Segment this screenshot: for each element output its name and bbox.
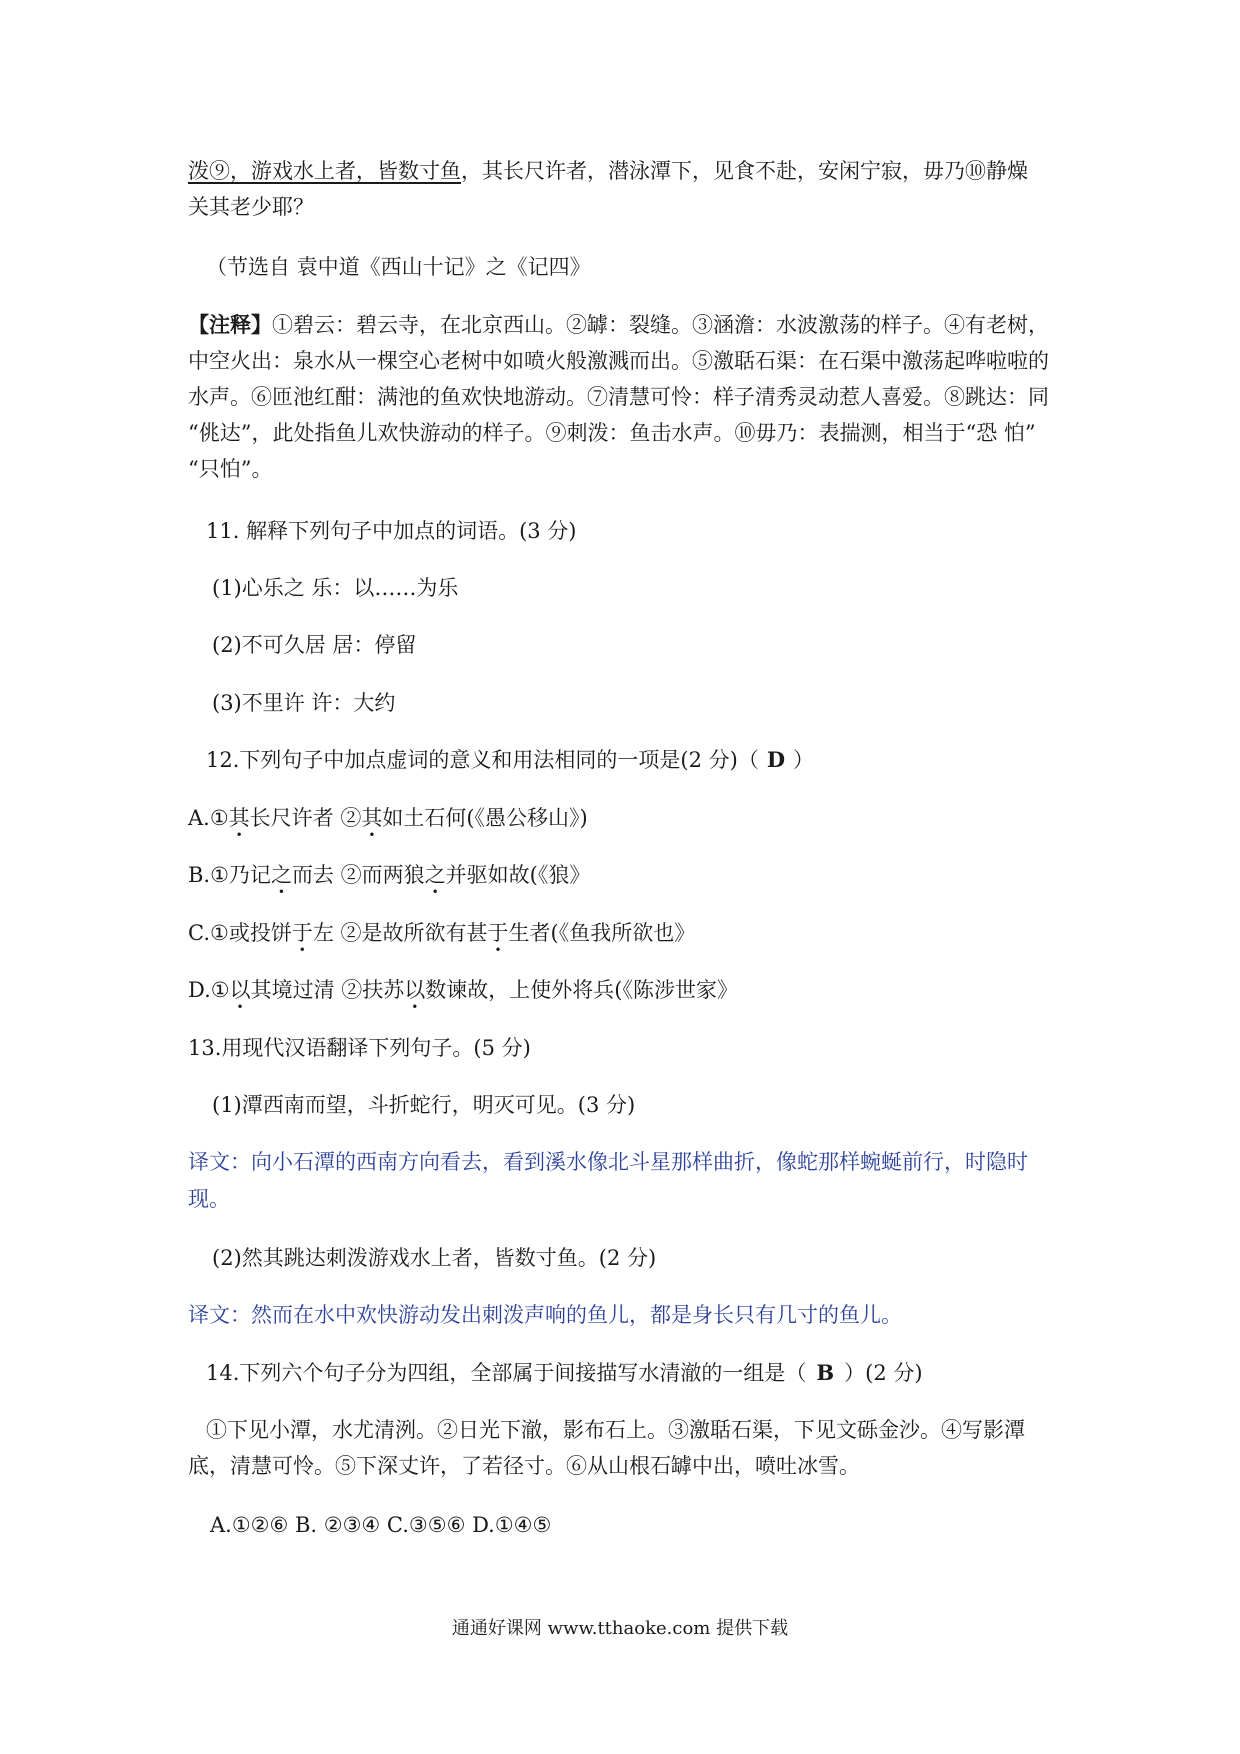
q12-c-part: C.①或投饼 xyxy=(188,921,292,945)
passage-line-1-rest: ，其长尺许者，潜泳潭下，见食不赴，安闲宁寂，毋乃⑩静燥 xyxy=(461,159,1028,183)
q12-b-dot-2: 之 xyxy=(424,863,446,887)
notes-line-5: “只怕”。 xyxy=(188,457,273,481)
q14-line-1: ①下见小潭，水尤清洌。②日光下澈，影布石上。③激聒石渠，下见文砾金沙。④写影潭 xyxy=(206,1418,1025,1442)
passage-source: （节选自 袁中道《西山十记》之《记四》 xyxy=(206,255,591,279)
notes-line-1 xyxy=(188,312,1068,338)
notes-line-3: 水声。⑥匝池红酣：满池的鱼欢快地游动。⑦清慧可怜：样子清秀灵动惹人喜爱。⑧跳达：同 xyxy=(188,385,1049,409)
q13-translation-2: 译文：然而在水中欢快游动发出刺泼声响的鱼儿，都是身长只有几寸的鱼儿。 xyxy=(188,1303,902,1327)
q12-d-part: D.① xyxy=(188,978,230,1002)
q12-d-part: 其境过清 ②扶苏 xyxy=(250,978,405,1002)
notes-line-2: 中空火出：泉水从一棵空心老树中如喷火般激溅而出。⑤激聒石渠：在石渠中激荡起哗啦啦的 xyxy=(188,349,1049,373)
q12-option-b xyxy=(188,862,1068,888)
passage-line-1 xyxy=(188,158,1068,184)
q12-c-dot-1: 于 xyxy=(291,921,313,945)
q11-item-1: (1)心乐之 乐：以……为乐 xyxy=(212,576,459,600)
q14-title-text: 14.下列六个句子分为四组，全部属于间接描写水清澈的一组是（ xyxy=(206,1361,807,1385)
q14-options: A.①②⑥ B. ②③④ C.③⑤⑥ D.①④⑤ xyxy=(210,1513,552,1537)
q14-title xyxy=(206,1360,1086,1386)
q12-a-part: A.① xyxy=(188,806,229,830)
notes-line-4: “佻达”，此处指鱼儿欢快游动的样子。⑨刺泼：鱼击水声。⑩毋乃：表揣测，相当于“恐 怕” xyxy=(188,421,1036,445)
q13-title: 13.用现代汉语翻译下列句子。(5 分) xyxy=(188,1036,531,1060)
q13-sentence-1: (1)潭西南而望，斗折蛇行，明灭可见。(3 分) xyxy=(212,1093,636,1117)
q13-translation-1a: 译文：向小石潭的西南方向看去，看到溪水像北斗星那样曲折，像蛇那样蜿蜒前行，时隐时 xyxy=(188,1150,1028,1174)
q13-translation-1b: 现。 xyxy=(188,1187,230,1211)
passage-underlined: 泼⑨，游戏水上者，皆数寸鱼 xyxy=(188,159,461,183)
q12-d-dot-1: 以 xyxy=(229,978,251,1002)
q12-b-part: 并驱如故(《狼》 xyxy=(445,863,591,887)
notes-label: 【注释】 xyxy=(188,312,272,337)
q12-c-part: 生者(《鱼我所欲也》 xyxy=(508,921,696,945)
q12-b-dot-1: 之 xyxy=(270,863,292,887)
q11-item-2: (2)不可久居 居：停留 xyxy=(212,633,417,657)
q12-c-dot-2: 于 xyxy=(487,921,509,945)
notes-text-1: ①碧云：碧云寺，在北京西山。②罅：裂缝。③涵澹：水波激荡的样子。④有老树， xyxy=(272,313,1049,337)
q12-option-d xyxy=(188,977,1068,1003)
q11-title: 11. 解释下列句子中加点的词语。(3 分) xyxy=(206,519,577,543)
q12-c-part: 左 ②是故所欲有甚 xyxy=(312,921,488,945)
q12-d-dot-2: 以 xyxy=(404,978,426,1002)
q12-b-part: B.①乃记 xyxy=(188,863,271,887)
q12-d-part: 数谏故，上使外将兵(《陈涉世家》 xyxy=(425,978,738,1002)
q14-line-2: 底，清慧可怜。⑤下深丈许，了若径寸。⑥从山根石罅中出，喷吐冰雪。 xyxy=(188,1454,860,1478)
q13-sentence-2: (2)然其跳达刺泼游戏水上者，皆数寸鱼。(2 分) xyxy=(212,1246,657,1270)
q12-a-dot-1: 其 xyxy=(228,806,250,830)
q12-title-text: 12.下列句子中加点虚词的意义和用法相同的一项是(2 分)（ xyxy=(206,748,759,772)
q12-option-c xyxy=(188,920,1068,946)
page-footer: 通通好课网 www.tthaoke.com 提供下载 xyxy=(451,1618,789,1639)
q12-title xyxy=(206,747,1086,773)
q12-a-part: 如土石何(《愚公移山》) xyxy=(382,806,588,830)
q12-a-dot-2: 其 xyxy=(361,806,383,830)
q12-answer: D xyxy=(766,747,786,772)
passage-line-2: 关其老少耶？ xyxy=(188,195,314,219)
q11-item-3: (3)不里许 许：大约 xyxy=(212,691,396,715)
q12-b-part: 而去 ②而两狼 xyxy=(291,863,425,887)
q12-option-a xyxy=(188,805,1068,831)
q14-close: ）(2 分) xyxy=(844,1361,923,1385)
q12-close: ） xyxy=(793,748,815,772)
q12-a-part: 长尺许者 ② xyxy=(249,806,362,830)
q14-answer: B xyxy=(816,1360,835,1385)
